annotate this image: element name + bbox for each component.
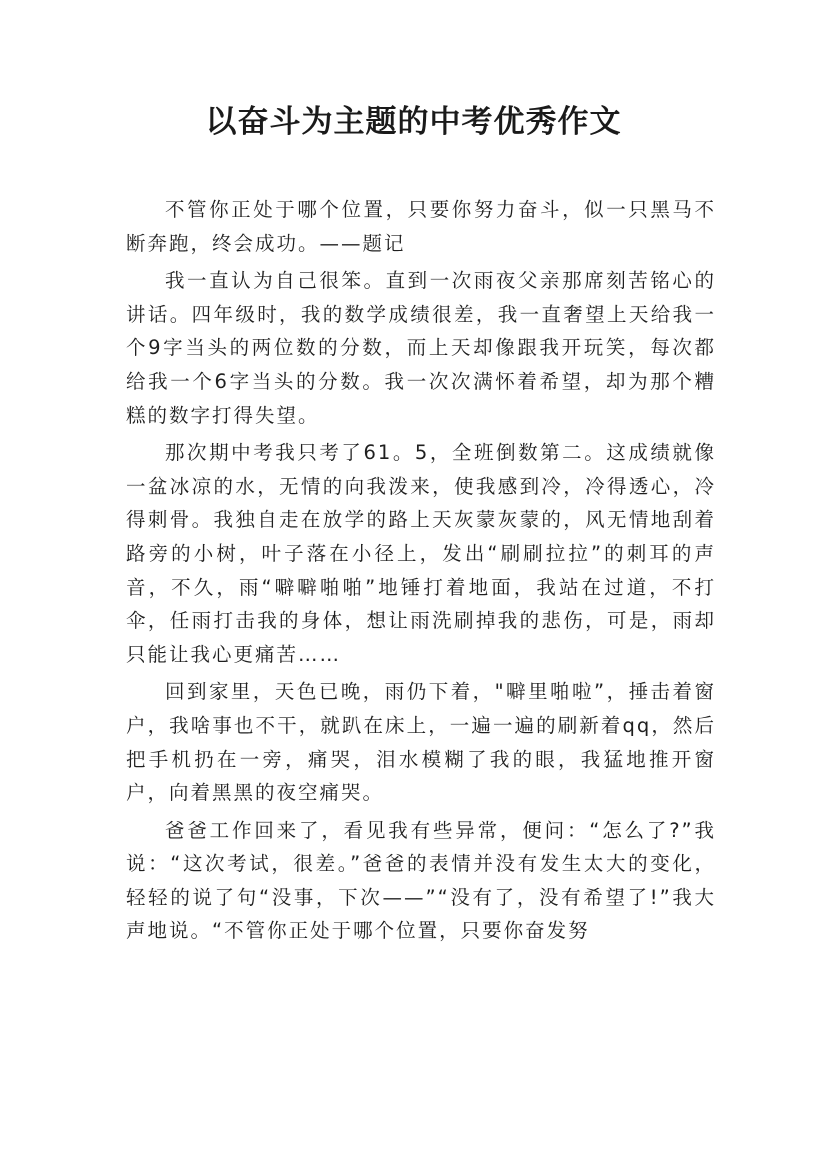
paragraph: 爸爸工作回来了，看见我有些异常，便问：“怎么了?”我说：“这次考试，很差。”爸爸的表情并没有发生太大的变化，轻轻的说了句“没事，下次——”“没有了，没有希望了!”我大声地说。“不管你正处于哪个位置，只要你奋发努 — [126, 818, 716, 943]
paragraph-epigraph: 不管你正处于哪个位置，只要你努力奋斗，似一只黑马不断奔跑，终会成功。——题记 — [126, 198, 716, 255]
paragraph: 我一直认为自己很笨。直到一次雨夜父亲那席刻苦铭心的讲话。四年级时，我的数学成绩很差，我一直奢望上天给我一个9字当头的两位数的分数，而上天却像跟我开玩笑，每次都给我一个6字当头的分数。我一次次满怀着希望，却为那个糟糕的数字打得失望。 — [126, 269, 716, 427]
document-title: 以奋斗为主题的中考优秀作文 — [205, 104, 622, 140]
document-body — [126, 193, 716, 952]
paragraph: 回到家里，天色已晚，雨仍下着，"噼里啪啦”，捶击着窗户，我啥事也不干，就趴在床上，一遍一遍的刷新着qq，然后把手机扔在一旁，痛哭，泪水模糊了我的眼，我猛地推开窗户，向着黑黑的夜空痛哭。 — [126, 680, 716, 805]
paragraph: 那次期中考我只考了61。5，全班倒数第二。这成绩就像一盆冰凉的水，无情的向我泼来，使我感到冷，冷得透心，冷得刺骨。我独自走在放学的路上天灰蒙灰蒙的，风无情地刮着路旁的小树，叶子落在小径上，发出“刷刷拉拉”的刺耳的声音，不久，雨“噼噼啪啪”地锤打着地面，我站在过道，不打伞，任雨打击我的身体，想让雨洗刷掉我的悲伤，可是，雨却只能让我心更痛苦…… — [126, 441, 716, 666]
